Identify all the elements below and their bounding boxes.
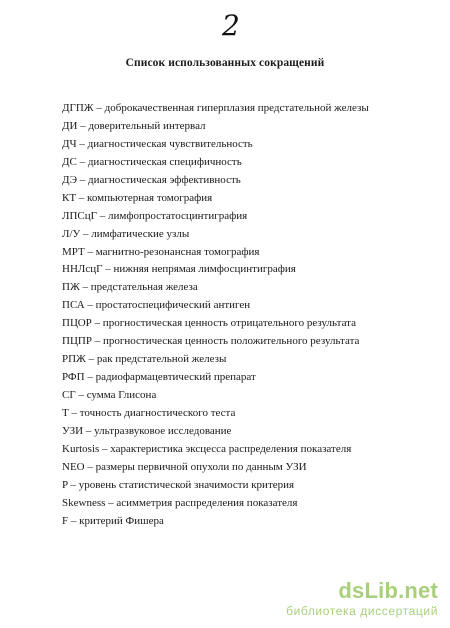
page-number: 2 [222,9,240,42]
abbreviation-item: F – критерий Фишера [62,514,164,527]
abbreviation-item: ПСА – простатоспецифический антиген [62,299,251,312]
abbreviation-item: NEO – размеры первичной опухоли по данным УЗИ [62,460,307,473]
abbreviation-item: РПЖ – рак предстательной железы [62,353,227,366]
abbreviation-item: P – уровень статистической значимости критерия [62,478,295,491]
abbreviation-item: ДЧ – диагностическая чувствительность [62,137,253,150]
abbreviation-item: ННЛсцГ – нижняя непрямая лимфосцинтиграфия [62,263,296,276]
abbreviation-item: ДИ – доверительный интервал [62,119,206,132]
abbreviation-item: КТ – компьютерная томография [62,191,213,204]
abbreviation-list [62,101,432,532]
abbreviation-item: ДЭ – диагностическая эффективность [62,173,241,186]
abbreviation-item: ДС – диагностическая специфичность [62,155,242,168]
watermark-logo: dsLib.net [338,578,438,603]
abbreviation-item: ДГПЖ – доброкачественная гиперплазия предстательной железы [62,102,369,114]
abbreviation-item: УЗИ – ультразвуковое исследование [62,424,232,437]
page-title: Список использованных сокращений [125,57,325,69]
abbreviation-item: Л/У – лимфатические узлы [62,227,190,240]
abbreviation-item: СГ – сумма Глисона [62,389,157,401]
abbreviation-item: МРТ – магнитно-резонансная томография [62,245,260,258]
abbreviation-item: ЛПСцГ – лимфопростатосцинтиграфия [62,209,248,222]
watermark-subtitle: библиотека диссертаций [286,604,438,618]
abbreviation-item: Skewness – асимметрия распределения показателя [62,496,298,509]
abbreviation-item: Kurtosis – характеристика эксцесса распределения показателя [62,442,352,455]
watermark [286,580,438,618]
abbreviation-item: ПЖ – предстательная железа [62,281,198,294]
abbreviation-item: ПЦОР – прогностическая ценность отрицательного результата [62,317,356,330]
abbreviation-item: РФП – радиофармацевтический препарат [62,371,256,384]
abbreviation-item: Т – точность диагностического теста [62,406,236,419]
abbreviation-item: ПЦПР – прогностическая ценность положительного результата [62,335,360,348]
